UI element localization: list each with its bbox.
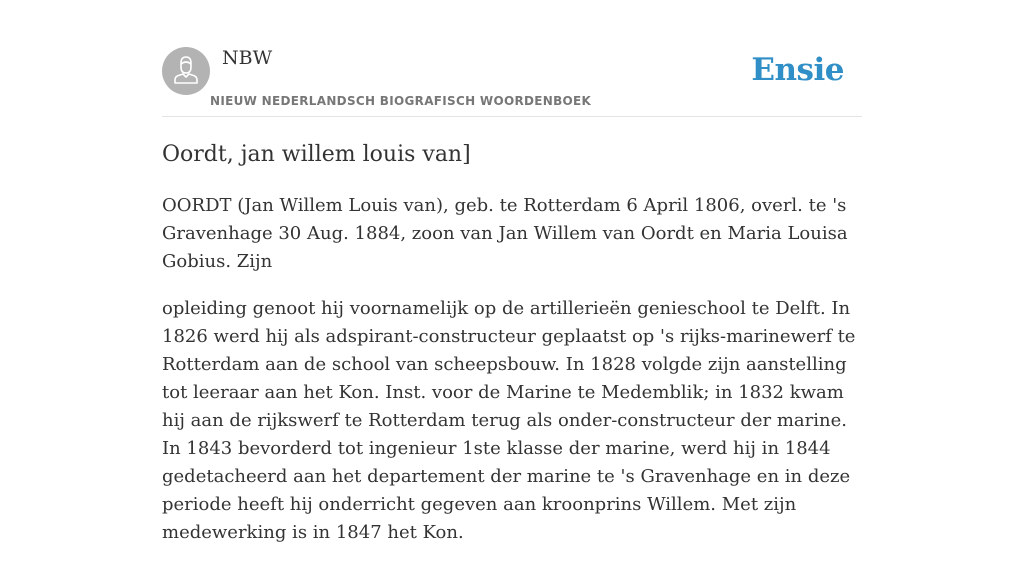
article-body [162,192,862,566]
article-title: Oordt, jan willem louis van] [162,142,471,167]
source-name[interactable]: NBW [222,47,273,69]
source-header [162,46,862,117]
article-paragraph: opleiding genoot hij voornamelijk op de artillerieën genieschool te Delft. In 1826 werd hij als adspirant-constructeur geplaatst op 's rijks-marinewerf te Rotterdam aan de school van scheepsbouw. In 1828 volgde zijn aanstelling tot leeraar aan het Kon. Inst. voor de Marine te Medemblik; in 1832 kwam hij aan de rijkswerf te Rotterdam terug als onder-constructeur der marine. In 1843 bevorderd tot ingenieur 1ste klasse der marine, werd hij in 1844 gedetacheerd aan het departement der marine te 's Gravenhage en in deze periode heeft hij onderricht gegeven aan kroonprins Willem. Met zijn medewerking is in 1847 het Kon. [162,298,856,543]
source-full-name[interactable]: NIEUW NEDERLANDSCH BIOGRAFISCH WOORDENBOEK [210,94,592,108]
ensie-logo[interactable]: Ensie [751,52,844,88]
user-silhouette-icon [162,47,210,95]
source-avatar[interactable] [162,47,210,95]
article-paragraph: OORDT (Jan Willem Louis van), geb. te Rotterdam 6 April 1806, overl. te 's Gravenhage 30 Aug. 1884, zoon van Jan Willem van Oordt en Maria Louisa Gobius. Zijn [162,195,848,272]
